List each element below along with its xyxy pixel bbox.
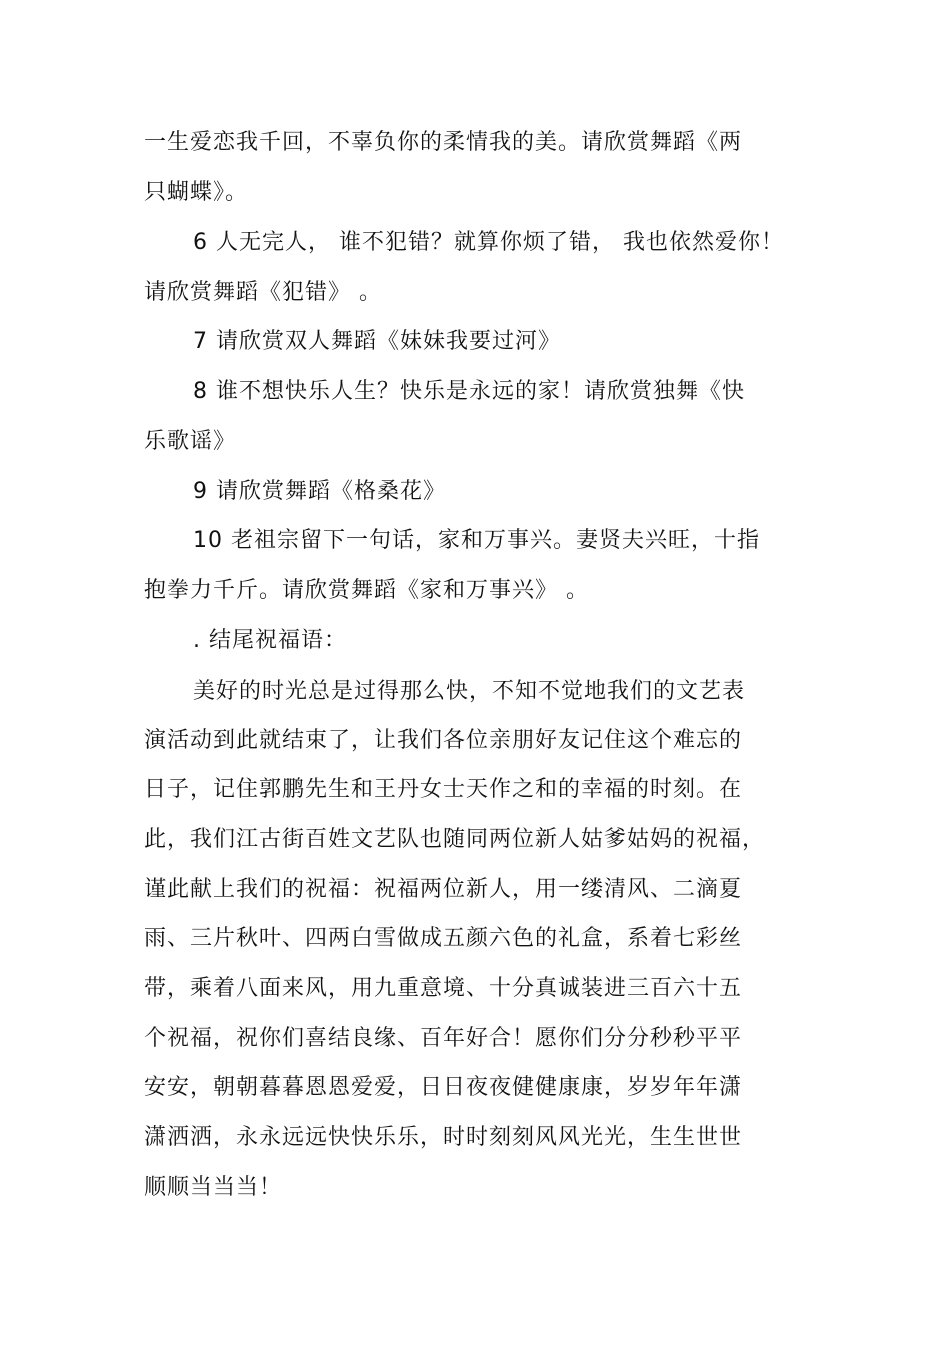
text-line: 个祝福，祝你们喜结良缘、百年好合！愿你们分分秒秒平平 <box>144 1026 743 1051</box>
section-heading: . 结尾祝福语： <box>193 628 347 653</box>
text-line: 10 老祖宗留下一句话，家和万事兴。妻贤夫兴旺，十指 <box>193 528 760 553</box>
text-line: 日子，记住郭鹏先生和王丹女士天作之和的幸福的时刻。在 <box>144 777 743 802</box>
text-line: 8 谁不想快乐人生？快乐是永远的家！请欣赏独舞《快 <box>193 379 745 404</box>
text-line: 抱拳力千斤。请欣赏舞蹈《家和万事兴》 。 <box>144 578 589 603</box>
text-line: 一生爱恋我千回，不辜负你的柔情我的美。请欣赏舞蹈《两 <box>144 130 743 155</box>
text-line: 只蝴蝶》。 <box>144 180 249 205</box>
text-line: 潇洒洒，永永远远快快乐乐，时时刻刻风风光光，生生世世 <box>144 1125 743 1150</box>
text-line: 雨、三片秋叶、四两白雪做成五颜六色的礼盒，系着七彩丝 <box>144 926 743 951</box>
text-line: 9 请欣赏舞蹈《格桑花》 <box>193 479 446 504</box>
text-line: 安安，朝朝暮暮恩恩爱爱，日日夜夜健健康康，岁岁年年潇 <box>144 1075 743 1100</box>
text-line: 演活动到此就结束了，让我们各位亲朋好友记住这个难忘的 <box>144 728 743 753</box>
text-line: 谨此献上我们的祝福：祝福两位新人，用一缕清风、二滴夏 <box>144 877 743 902</box>
text-line: 6 人无完人， 谁不犯错？就算你烦了错， 我也依然爱你！ <box>193 230 784 255</box>
text-line: 请欣赏舞蹈《犯错》 。 <box>144 280 382 305</box>
text-line: 顺顺当当当！ <box>144 1175 283 1200</box>
text-line: 乐歌谣》 <box>144 429 237 454</box>
text-line: 此，我们江古街百姓文艺队也随同两位新人姑爹姑妈的祝福， <box>144 827 766 852</box>
text-line: 带，乘着八面来风，用九重意境、十分真诚装进三百六十五 <box>144 976 743 1001</box>
text-line: 美好的时光总是过得那么快，不知不觉地我们的文艺表 <box>193 679 746 704</box>
text-line: 7 请欣赏双人舞蹈《妹妹我要过河》 <box>193 329 561 354</box>
